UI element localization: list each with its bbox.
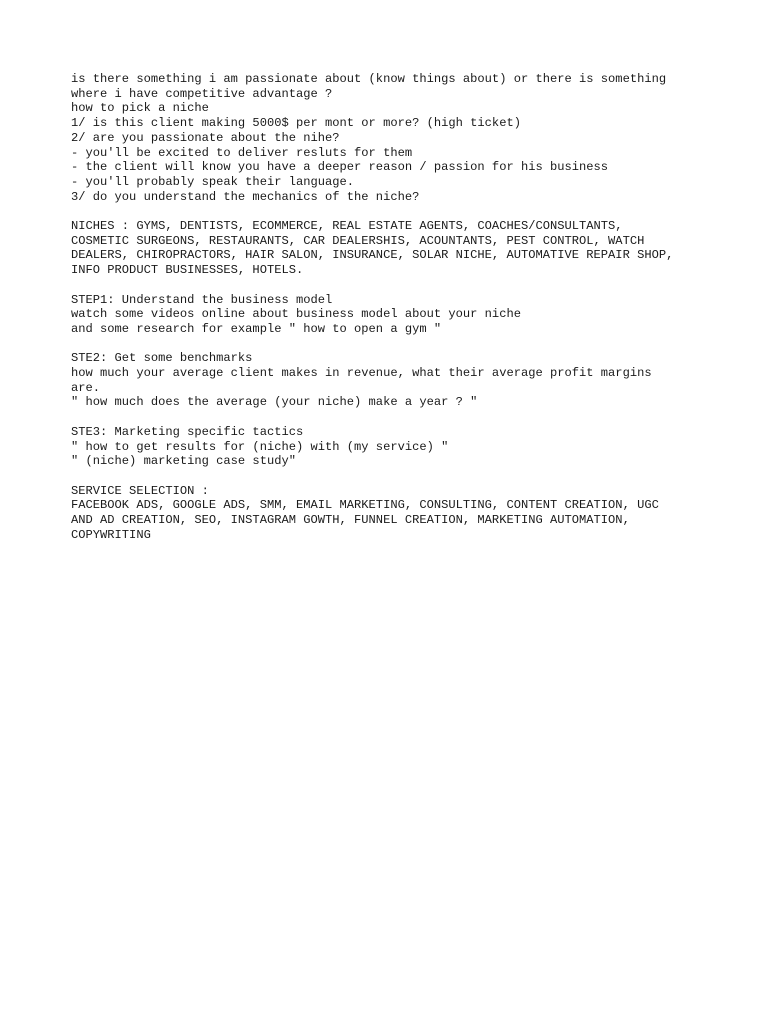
text-line: " how much does the average (your niche) make a year ? " bbox=[71, 395, 478, 410]
step3-section bbox=[71, 425, 711, 469]
text-line: COSMETIC SURGEONS, RESTAURANTS, CAR DEALERSHIS, ACOUNTANTS, PEST CONTROL, WATCH bbox=[71, 233, 645, 248]
text-line: - the client will know you have a deeper reason / passion for his business bbox=[71, 160, 609, 175]
paragraph-gap bbox=[71, 204, 711, 219]
text-line: 1/ is this client making 5000$ per mont or more? (high ticket) bbox=[71, 116, 521, 131]
text-line: - you'll be excited to deliver resluts for them bbox=[71, 145, 413, 160]
intro-section bbox=[71, 72, 711, 204]
document-page bbox=[71, 72, 711, 542]
text-line: COPYWRITING bbox=[71, 527, 151, 542]
text-line: - you'll probably speak their language. bbox=[71, 174, 355, 189]
step1-section bbox=[71, 293, 711, 337]
text-line: DEALERS, CHIROPRACTORS, HAIR SALON, INSURANCE, SOLAR NICHE, AUTOMATIVE REPAIR SHOP, bbox=[71, 248, 674, 263]
paragraph-gap bbox=[71, 337, 711, 352]
text-line: AND AD CREATION, SEO, INSTAGRAM GOWTH, FUNNEL CREATION, MARKETING AUTOMATION, bbox=[71, 513, 630, 528]
niches-section bbox=[71, 219, 711, 278]
text-line: " (niche) marketing case study" bbox=[71, 454, 296, 469]
step2-section bbox=[71, 351, 711, 410]
text-line: where i have competitive advantage ? bbox=[71, 86, 333, 101]
text-line: STE3: Marketing specific tactics bbox=[71, 424, 304, 439]
text-line: 3/ do you understand the mechanics of the niche? bbox=[71, 189, 420, 204]
text-line: STEP1: Understand the business model bbox=[71, 292, 333, 307]
text-line: watch some videos online about business model about your niche bbox=[71, 307, 521, 322]
text-line: STE2: Get some benchmarks bbox=[71, 351, 253, 366]
text-line: are. bbox=[71, 380, 101, 395]
text-line: is there something i am passionate about (know things about) or there is something bbox=[71, 72, 667, 86]
text-line: INFO PRODUCT BUSINESSES, HOTELS. bbox=[71, 263, 304, 278]
text-line: SERVICE SELECTION : bbox=[71, 483, 209, 498]
text-line: FACEBOOK ADS, GOOGLE ADS, SMM, EMAIL MARKETING, CONSULTING, CONTENT CREATION, UGC bbox=[71, 498, 659, 513]
text-line: NICHES : GYMS, DENTISTS, ECOMMERCE, REAL ESTATE AGENTS, COACHES/CONSULTANTS, bbox=[71, 219, 623, 234]
paragraph-gap bbox=[71, 410, 711, 425]
text-line: how to pick a niche bbox=[71, 101, 209, 116]
services-section bbox=[71, 484, 711, 543]
text-line: " how to get results for (niche) with (my service) " bbox=[71, 439, 449, 454]
text-line: how much your average client makes in revenue, what their average profit margins bbox=[71, 366, 652, 381]
paragraph-gap bbox=[71, 469, 711, 484]
paragraph-gap bbox=[71, 278, 711, 293]
text-line: and some research for example " how to open a gym " bbox=[71, 321, 442, 336]
text-line: 2/ are you passionate about the nihe? bbox=[71, 130, 340, 145]
